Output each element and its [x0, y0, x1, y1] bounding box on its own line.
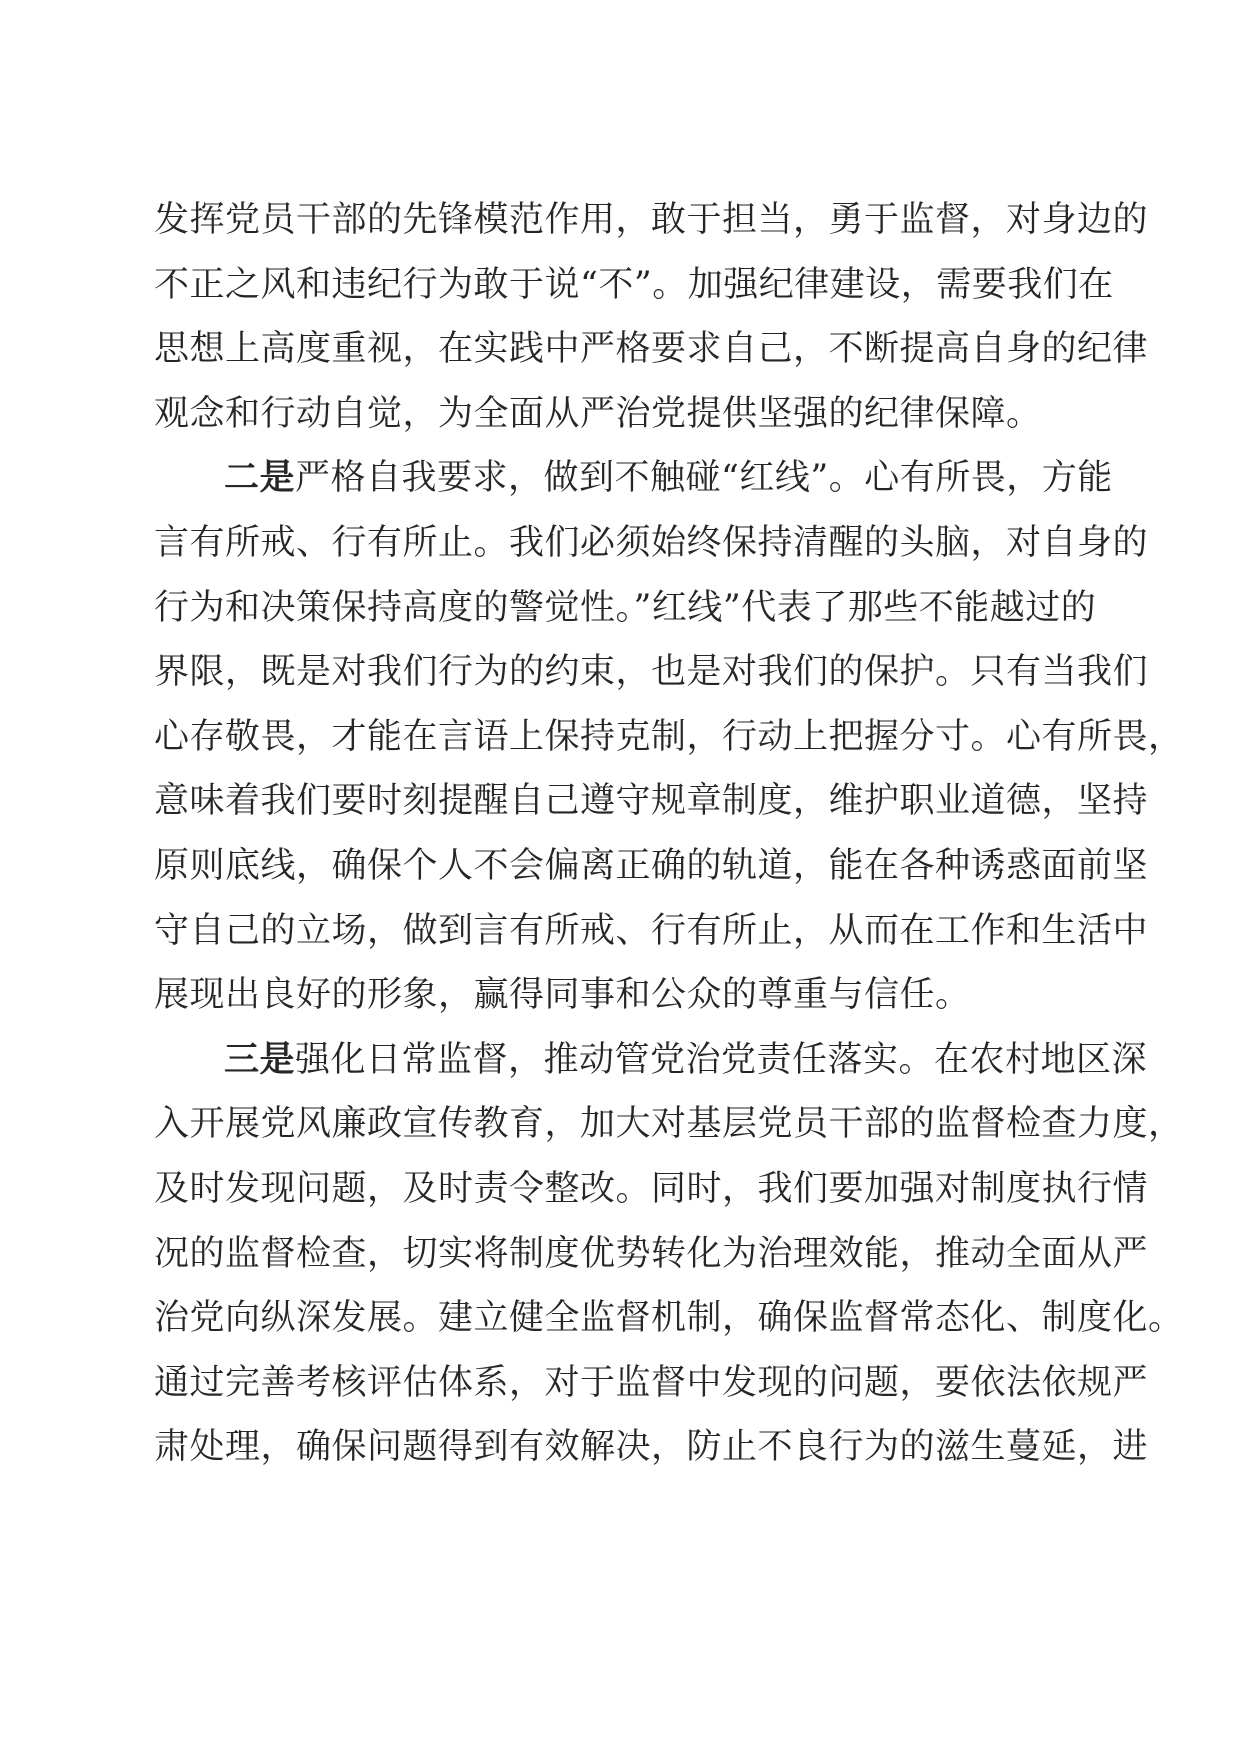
paragraph-line: 原则底线，确保个人不会偏离正确的轨道，能在各种诱惑面前坚 — [154, 845, 1149, 886]
paragraph-line: 意味着我们要时刻提醒自己遵守规章制度，维护职业道德，坚持 — [154, 781, 1149, 822]
paragraph-line: 肃处理，确保问题得到有效解决，防止不良行为的滋生蔓延，进 — [154, 1427, 1149, 1468]
paragraph-first-line — [154, 1028, 1148, 1093]
paragraph-line: 界限，既是对我们行为的约束，也是对我们的保护。只有当我们 — [154, 652, 1149, 693]
paragraph-line: 心存敬畏，才能在言语上保持克制，行动上把握分寸。心有所畏， — [154, 716, 1184, 757]
paragraph-line: 思想上高度重视，在实践中严格要求自己，不断提高自身的纪律 — [154, 329, 1149, 370]
paragraph-line: 况的监督检查，切实将制度优势转化为治理效能，推动全面从严 — [154, 1233, 1149, 1274]
paragraph-line: 通过完善考核评估体系，对于监督中发现的问题，要依法依规严 — [154, 1362, 1149, 1403]
paragraph-1 — [154, 188, 1149, 446]
paragraph-first-line — [154, 446, 1113, 511]
paragraph-line-text: 严格自我要求，做到不触碰“红线”。心有所畏，方能 — [295, 458, 1113, 499]
paragraph-2 — [154, 446, 1184, 1027]
paragraph-line: 观念和行动自觉，为全面从严治党提供坚强的纪律保障。 — [154, 393, 1042, 434]
paragraph-line: 展现出良好的形象，赢得同事和公众的尊重与信任。 — [154, 975, 971, 1016]
paragraph-line: 行为和决策保持高度的警觉性。”红线”代表了那些不能越过的 — [154, 587, 1097, 628]
paragraph-3 — [154, 1028, 1184, 1480]
paragraph-line: 言有所戒、行有所止。我们必须始终保持清醒的头脑，对自身的 — [154, 522, 1149, 563]
paragraph-line: 发挥党员干部的先锋模范作用，敢于担当，勇于监督，对身边的 — [154, 200, 1149, 240]
paragraph-line: 及时发现问题，及时责令整改。同时，我们要加强对制度执行情 — [154, 1168, 1149, 1209]
paragraph-line: 守自己的立场，做到言有所戒、行有所止，从而在工作和生活中 — [154, 910, 1149, 951]
paragraph-lead: 二是 — [224, 457, 296, 499]
paragraph-line: 入开展党风廉政宣传教育，加大对基层党员干部的监督检查力度， — [154, 1104, 1184, 1145]
paragraph-line-text: 强化日常监督，推动管党治党责任落实。在农村地区深 — [295, 1039, 1148, 1080]
document-body — [154, 188, 1184, 1480]
paragraph-lead: 三是 — [224, 1038, 296, 1080]
paragraph-line: 治党向纵深发展。建立健全监督机制，确保监督常态化、制度化。 — [154, 1298, 1184, 1339]
paragraph-line: 不正之风和违纪行为敢于说“不”。加强纪律建设，需要我们在 — [154, 264, 1114, 305]
